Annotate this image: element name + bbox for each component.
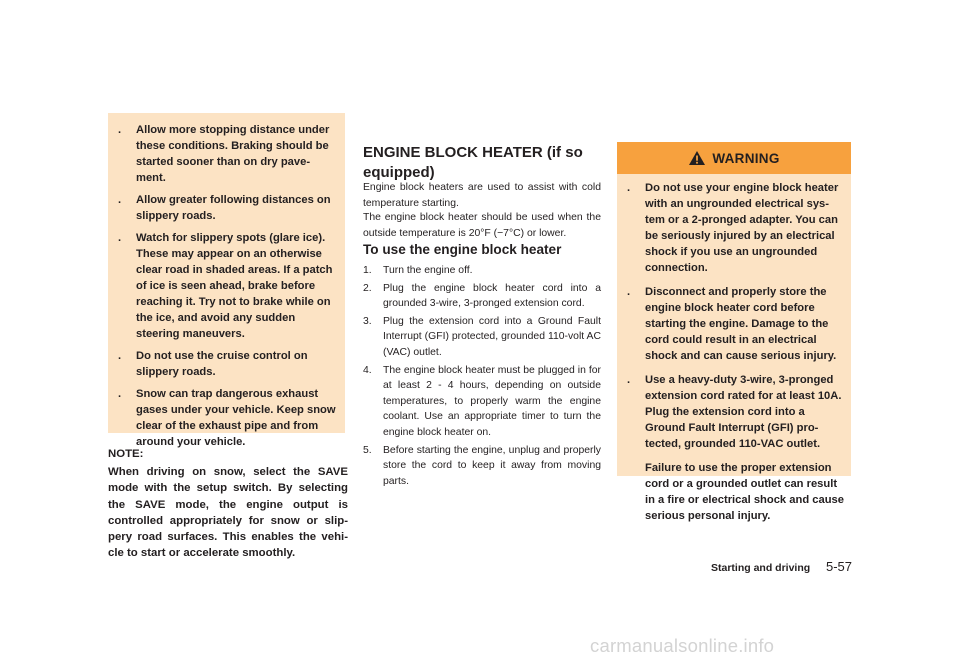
note-text: When driving on snow, select the SAVE mode with the setup switch. By selecting the SAVE mode, the engine output is controlled appropriately for snow or slip-pery road surfaces. This enables the vehi-cle to start or accelerate smoothly. bbox=[108, 466, 348, 560]
bullet: . bbox=[118, 388, 122, 400]
procedure-steps bbox=[363, 263, 601, 491]
step-item: 1. Turn the engine off. bbox=[363, 265, 473, 276]
temperature-paragraph: The engine block heater should be used when the outside temperature is 20°F (−7°C) or lower. bbox=[363, 212, 601, 239]
step-item: 4. The engine block heater must be plugged in for at least 2 - 4 hours, depending on outside temperatures, to properly warm the engine coolant. Use an appropriate timer to turn the engine block heater on. bbox=[363, 364, 601, 438]
footer-section-label: Starting and driving bbox=[711, 562, 811, 574]
page-number: 5-57 bbox=[826, 559, 853, 574]
warning-consequence-text: Failure to use the proper extension cord or a grounded outlet can result in a fire or electrical shock and cause serious personal injury. bbox=[645, 462, 844, 522]
warning-header bbox=[617, 142, 851, 174]
watermark: carmanualsonline.info bbox=[590, 635, 775, 656]
warning-list bbox=[619, 180, 845, 532]
bullet: . bbox=[118, 350, 122, 362]
step-item: 3. Plug the extension cord into a Ground Fault Interrupt (GFI) protected, grounded 110-volt AC (VAC) outlet. bbox=[363, 315, 601, 358]
list-item: . Snow can trap dangerous exhaust gases under your vehicle. Keep snow clear of the exhaust pipe and from around your vehicle. bbox=[118, 388, 336, 448]
warning-triangle-icon bbox=[688, 150, 706, 166]
bullet: . bbox=[627, 182, 631, 194]
list-item: . Watch for slippery spots (glare ice). These may appear on an otherwise clear road in shaded areas. If a patch of ice is seen ahead, brake before reaching it. Try not to brake while on the ice, and avoid any sudden steering maneuvers. bbox=[118, 232, 333, 340]
intro-paragraph: Engine block heaters are used to assist with cold temperature starting. bbox=[363, 182, 601, 209]
list-item: . Use a heavy-duty 3-wire, 3-pronged extension cord rated for at least 10A. Plug the extension cord into a Ground Fault Interrupt (GFI) pro-tected, grounded 110-VAC outlet. Failure to use the proper extension cord or a grounded outlet can result in a fire or electrical shock and cause serious personal injury. bbox=[627, 374, 844, 522]
winter-driving-warning-list bbox=[110, 122, 338, 456]
step-item: 2. Plug the engine block heater cord into a grounded 3-wire, 3-pronged extension cord. bbox=[363, 282, 601, 310]
bullet: . bbox=[627, 286, 631, 298]
list-item: . Do not use your engine block heater with an ungrounded electrical sys-tem or a 2-pronged adapter. You can be seriously injured by an electrical shock if you use an ungrounded connection. bbox=[627, 182, 839, 274]
bullet: . bbox=[118, 124, 122, 136]
section-heading: ENGINE BLOCK HEATER (if so equipped) bbox=[363, 144, 583, 181]
warning-title: WARNING bbox=[712, 150, 780, 166]
bullet: . bbox=[118, 194, 122, 206]
list-item: . Allow greater following distances on slippery roads. bbox=[118, 194, 331, 222]
bullet: . bbox=[627, 374, 631, 386]
subsection-heading: To use the engine block heater bbox=[363, 242, 562, 257]
list-item: . Allow more stopping distance under these conditions. Braking should be started sooner than on dry pave-ment. bbox=[118, 124, 330, 184]
bullet: . bbox=[118, 232, 122, 244]
list-item: . Disconnect and properly store the engine block heater cord before starting the engine. Damage to the cord could result in an electrical shock and can cause serious injury. bbox=[627, 286, 837, 362]
list-item: . Do not use the cruise control on slippery roads. bbox=[118, 350, 308, 378]
note-heading: NOTE: bbox=[108, 448, 144, 460]
step-item: 5. Before starting the engine, unplug and properly store the cord to keep it away from moving parts. bbox=[363, 444, 601, 487]
